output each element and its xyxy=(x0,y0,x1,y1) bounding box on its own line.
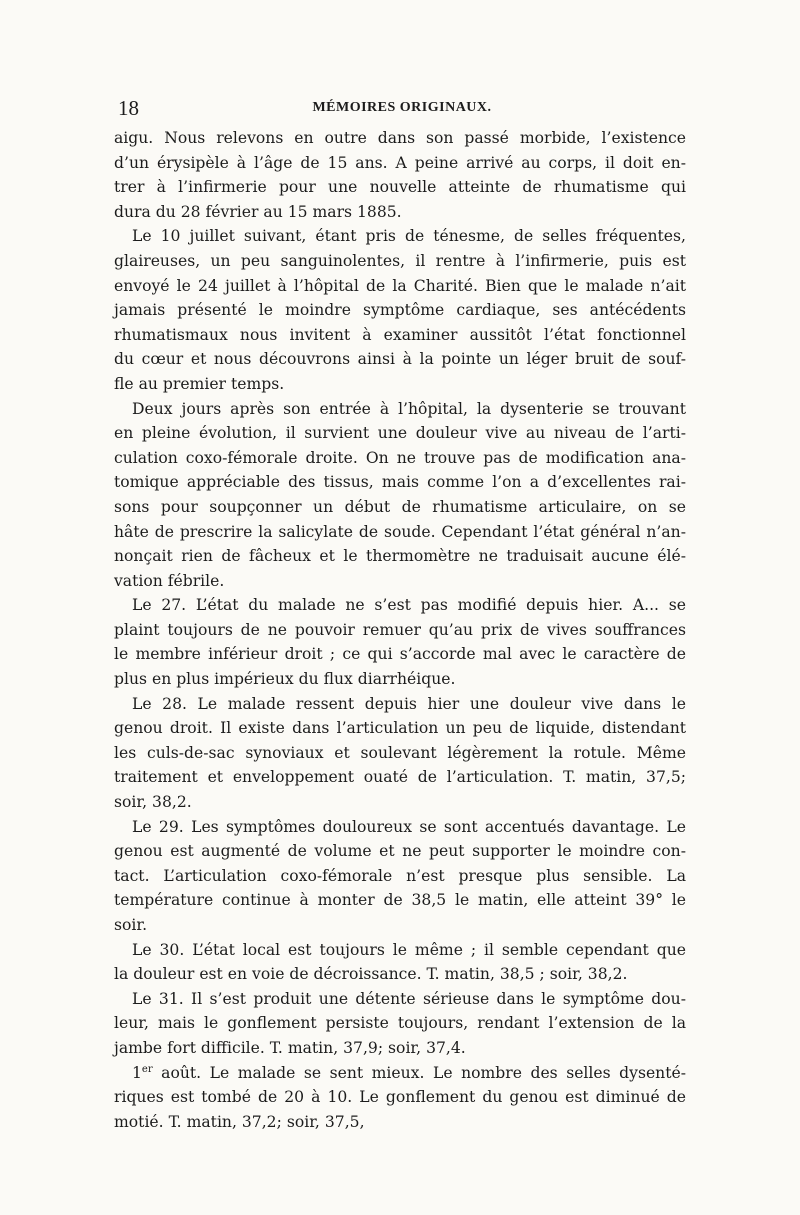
line-text: le membre inférieur droit ; ce qui s’accorde mal avec le caractère de xyxy=(114,645,686,664)
text-line xyxy=(114,864,686,889)
line-text: tact. L’articulation coxo-fémorale n’est presque plus sensible. La xyxy=(114,866,686,885)
line-text: Le 27. L’état du malade ne s’est pas modifié depuis hier. A... se xyxy=(132,596,686,615)
line-text: soir, 38,2. xyxy=(114,793,192,812)
line-text: genou droit. Il existe dans l’articulation un peu de liquide, distendant xyxy=(114,719,686,738)
line-text: du cœur et nous découvrons ainsi à la pointe un léger bruit de souf- xyxy=(114,350,686,369)
text-line xyxy=(114,249,686,274)
line-text: dura du 28 février au 15 mars 1885. xyxy=(114,202,402,221)
line-text: rhumatismaux nous invitent à examiner aussitôt l’état fonctionnel xyxy=(114,325,686,344)
line-text: genou est augmenté de volume et ne peut supporter le moindre con- xyxy=(114,842,686,861)
line-text: Deux jours après son entrée à l’hôpital, la dysenterie se trouvant xyxy=(132,399,686,418)
text-line xyxy=(114,151,686,176)
line-text: jamais présenté le moindre symptôme cardiaque, ses antécédents xyxy=(114,301,686,320)
line-text: Le 28. Le malade ressent depuis hier une douleur vive dans le xyxy=(132,694,686,713)
text-line xyxy=(114,544,686,569)
line-text: Le 10 juillet suivant, étant pris de ténesme, de selles fréquentes, xyxy=(132,227,686,246)
line-text: soir. xyxy=(114,916,148,934)
text-line xyxy=(114,421,686,446)
text-line xyxy=(114,1085,686,1110)
text-line xyxy=(114,765,686,790)
line-text: leur, mais le gonflement persiste toujours, rendant l’extension de la xyxy=(114,1014,686,1033)
running-title: MÉMOIRES ORIGINAUX. xyxy=(312,100,492,115)
text-line xyxy=(114,200,686,225)
line-text: d’un érysipèle à l’âge de 15 ans. A peine arrivé au corps, il doit en- xyxy=(114,153,686,172)
text-line xyxy=(114,175,686,200)
text-line xyxy=(114,987,686,1012)
line-text: trer à l’infirmerie pour une nouvelle atteinte de rhumatisme qui xyxy=(114,178,686,197)
text-line xyxy=(114,1036,686,1061)
text-line xyxy=(114,593,686,618)
text-line xyxy=(114,323,686,348)
line-text: les culs-de-sac synoviaux et soulevant légèrement la rotule. Même xyxy=(114,743,686,762)
line-text: plus en plus impérieux du flux diarrhéique. xyxy=(114,670,456,689)
text-line xyxy=(114,347,686,372)
page-number: 18 xyxy=(118,96,139,120)
text-line xyxy=(114,520,686,545)
text-line xyxy=(114,913,686,938)
line-text: plaint toujours de ne pouvoir remuer qu’au prix de vives souffrances xyxy=(114,620,686,639)
text-line xyxy=(114,446,686,471)
text-line xyxy=(114,470,686,495)
text-line xyxy=(114,692,686,717)
line-text: vation fébrile. xyxy=(114,571,225,590)
text-line xyxy=(114,618,686,643)
text-line xyxy=(114,716,686,741)
ordinal-superscript: er xyxy=(141,1063,153,1075)
page-header xyxy=(118,96,686,122)
line-text: hâte de prescrire la salicylate de soude. Cependant l’état général n’an- xyxy=(114,522,686,541)
line-text: aigu. Nous relevons en outre dans son passé morbide, l’existence xyxy=(114,129,686,147)
text-line xyxy=(114,1061,686,1086)
date-prefix: 1 xyxy=(132,1063,142,1082)
body-text xyxy=(114,126,686,1134)
text-line xyxy=(114,962,686,987)
text-line xyxy=(114,667,686,692)
text-line xyxy=(114,839,686,864)
line-text: motié. T. matin, 37,2; soir, 37,5, xyxy=(114,1112,365,1131)
text-line xyxy=(114,298,686,323)
line-text: août. Le malade se sent mieux. Le nombre des selles dysenté- xyxy=(161,1063,686,1082)
line-text: nonçait rien de fâcheux et le thermomètre ne traduisait aucune élé- xyxy=(114,547,686,566)
line-text: Le 31. Il s’est produit une détente sérieuse dans le symptôme dou- xyxy=(132,989,686,1008)
text-line xyxy=(114,1011,686,1036)
line-text: Le 30. L’état local est toujours le même ; il semble cependant que xyxy=(132,940,686,959)
line-text: Le 29. Les symptômes douloureux se sont accentués davantage. Le xyxy=(132,817,686,836)
text-line xyxy=(114,815,686,840)
line-text: riques est tombé de 20 à 10. Le gonflement du genou est diminué de xyxy=(114,1088,686,1107)
line-text: traitement et enveloppement ouaté de l’articulation. T. matin, 37,5; xyxy=(114,768,686,787)
text-line xyxy=(114,495,686,520)
text-line xyxy=(114,741,686,766)
text-line xyxy=(114,224,686,249)
line-text: sons pour soupçonner un début de rhumatisme articulaire, on se xyxy=(114,497,686,516)
text-line xyxy=(114,642,686,667)
text-line xyxy=(114,274,686,299)
line-text: tomique appréciable des tissus, mais comme l’on a d’excellentes rai- xyxy=(114,473,686,492)
line-text: fle au premier temps. xyxy=(114,374,285,393)
line-text: glaireuses, un peu sanguinolentes, il rentre à l’infirmerie, puis est xyxy=(114,251,686,270)
text-line xyxy=(114,569,686,594)
line-text: culation coxo-fémorale droite. On ne trouve pas de modification ana- xyxy=(114,448,686,467)
line-text: envoyé le 24 juillet à l’hôpital de la Charité. Bien que le malade n’ait xyxy=(114,276,686,295)
line-text: en pleine évolution, il survient une douleur vive au niveau de l’arti- xyxy=(114,424,686,443)
text-line xyxy=(114,790,686,815)
line-text: température continue à monter de 38,5 le matin, elle atteint 39° le xyxy=(114,891,686,910)
text-line xyxy=(114,888,686,913)
text-line xyxy=(114,1110,686,1135)
text-line xyxy=(114,126,686,151)
line-text: jambe fort difficile. T. matin, 37,9; soir, 37,4. xyxy=(114,1038,466,1057)
text-line xyxy=(114,938,686,963)
line-text: la douleur est en voie de décroissance. T. matin, 38,5 ; soir, 38,2. xyxy=(114,965,628,984)
text-line xyxy=(114,372,686,397)
text-line xyxy=(114,397,686,422)
